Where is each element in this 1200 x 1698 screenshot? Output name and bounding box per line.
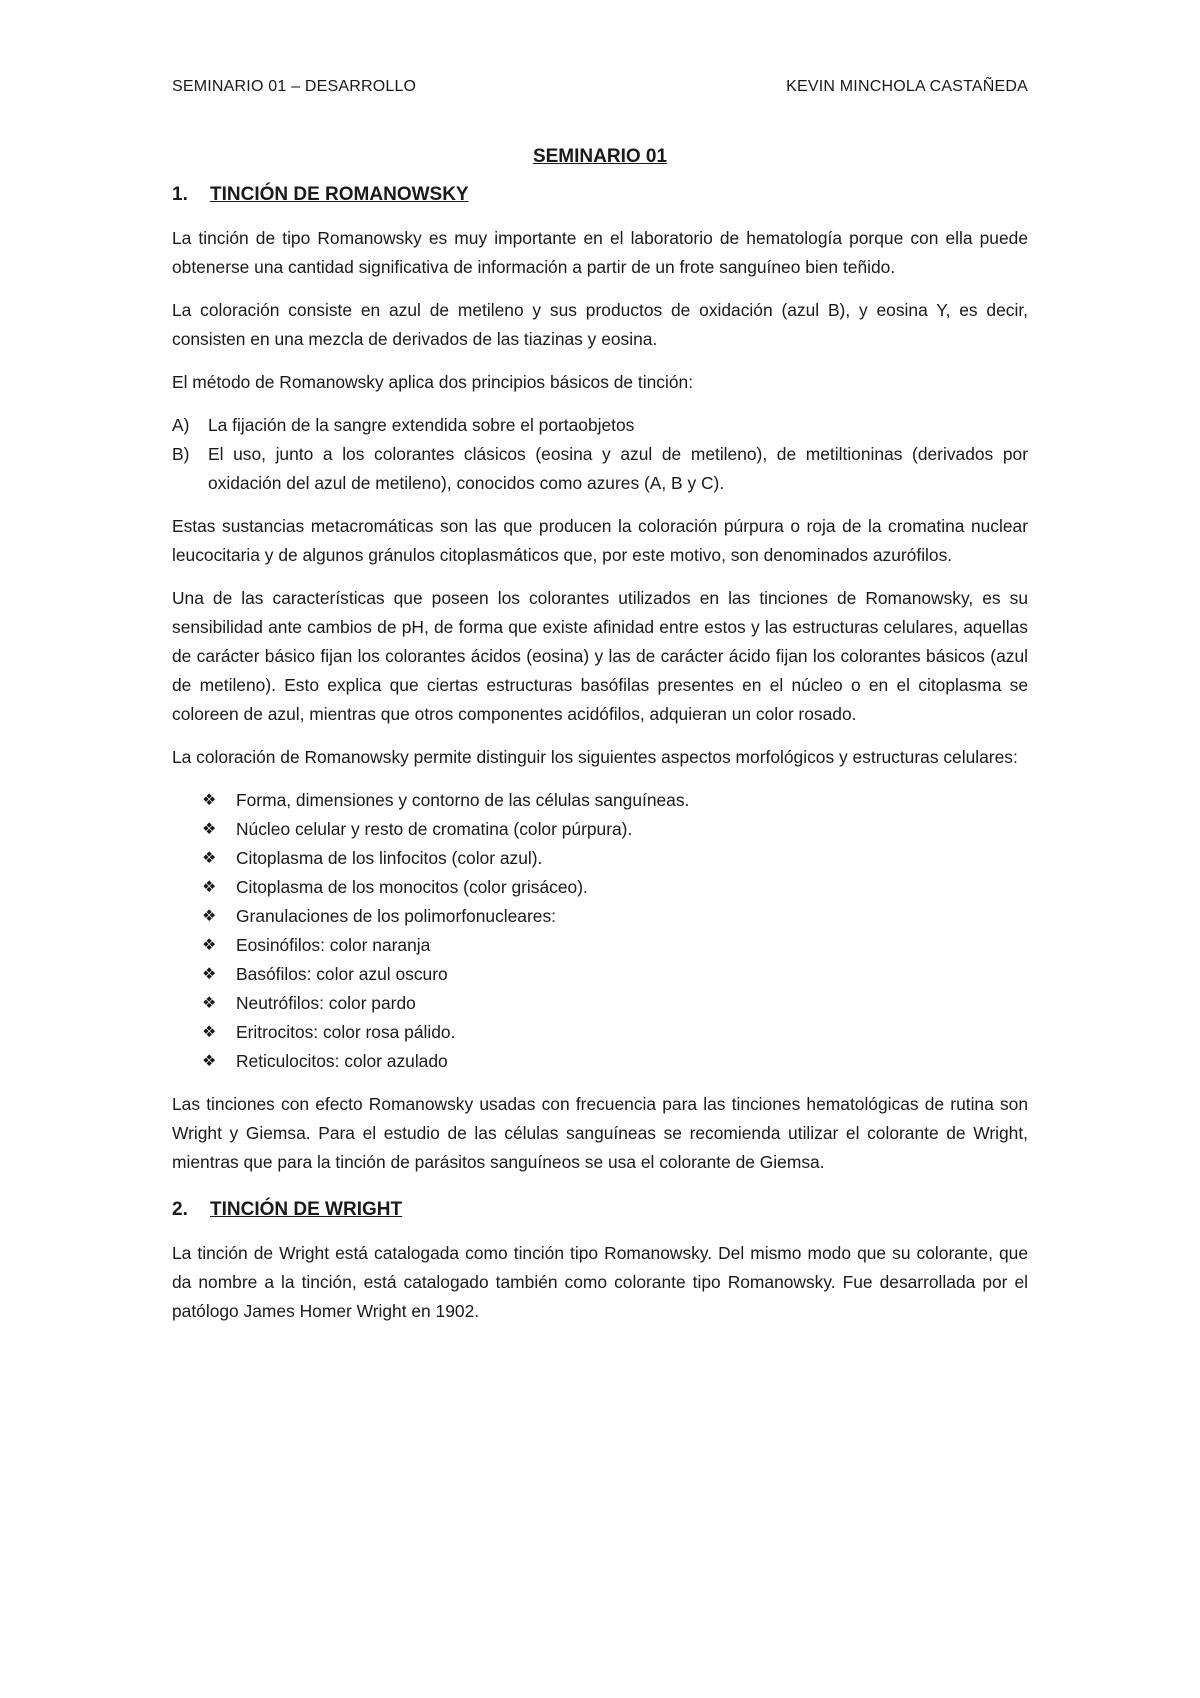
diamond-bullet-icon: ❖ xyxy=(202,1053,217,1070)
document-body xyxy=(172,146,1028,1340)
header-left: SEMINARIO 01 – DESARROLLO xyxy=(172,78,417,95)
diamond-bullet-icon: ❖ xyxy=(202,908,217,925)
diamond-bullet-icon: ❖ xyxy=(202,792,217,809)
list-item xyxy=(202,931,1028,960)
section-2-heading xyxy=(172,1199,1028,1221)
list-item-text: Citoplasma de los monocitos (color grisáceo). xyxy=(236,877,588,897)
list-item-text: Forma, dimensiones y contorno de las células sanguíneas. xyxy=(236,790,690,810)
list-item xyxy=(202,1018,1028,1047)
list-item xyxy=(202,902,1028,931)
paragraph: La tinción de tipo Romanowsky es muy importante en el laboratorio de hematología porque con ella puede obtenerse una cantidad significativa de información a partir de un frote sanguíneo bien teñido. xyxy=(172,228,1028,277)
diamond-bullet-icon: ❖ xyxy=(202,850,217,867)
section-1-title: TINCIÓN DE ROMANOWSKY xyxy=(210,184,469,205)
paragraph: Una de las características que poseen los colorantes utilizados en las tinciones de Romanowsky, es su sensibilidad ante cambios de pH, de forma que existe afinidad entre estos y las estructuras celulares, aquellas de carácter básico fijan los colorantes ácidos (eosina) y las de carácter ácido fijan los colorantes básicos (azul de metileno). Esto explica que ciertas estructuras basófilas presentes en el núcleo o en el citoplasma se coloreen de azul, mientras que otros componentes acidófilos, adquieran un color rosado. xyxy=(172,588,1028,724)
list-item xyxy=(202,873,1028,902)
aspects-list xyxy=(202,786,1028,1076)
document-title: SEMINARIO 01 xyxy=(532,146,668,167)
list-item-text: La fijación de la sangre extendida sobre el portaobjetos xyxy=(208,415,635,435)
list-item xyxy=(202,960,1028,989)
paragraph: La tinción de Wright está catalogada como tinción tipo Romanowsky. Del mismo modo que su colorante, que da nombre a la tinción, está catalogado también como colorante tipo Romanowsky. Fue desarrollada por el patólogo James Homer Wright en 1902. xyxy=(172,1243,1028,1321)
list-item-text: Eritrocitos: color rosa pálido. xyxy=(236,1022,456,1042)
diamond-bullet-icon: ❖ xyxy=(202,937,217,954)
diamond-bullet-icon: ❖ xyxy=(202,821,217,838)
list-item xyxy=(172,411,1028,440)
paragraph: La coloración de Romanowsky permite distinguir los siguientes aspectos morfológicos y estructuras celulares: xyxy=(172,747,1018,767)
list-item xyxy=(202,844,1028,873)
section-1-number: 1. xyxy=(172,184,188,205)
list-item-text: Núcleo celular y resto de cromatina (color púrpura). xyxy=(236,819,633,839)
list-item xyxy=(202,1047,1028,1076)
diamond-bullet-icon: ❖ xyxy=(202,966,217,983)
header-right: KEVIN MINCHOLA CASTAÑEDA xyxy=(786,78,1028,95)
list-item-text: Neutrófilos: color pardo xyxy=(236,993,416,1013)
list-item-text: Citoplasma de los linfocitos (color azul). xyxy=(236,848,543,868)
list-item-text: Basófilos: color azul oscuro xyxy=(236,964,448,984)
list-item xyxy=(202,786,1028,815)
list-item-text: El uso, junto a los colorantes clásicos (eosina y azul de metileno), de metiltioninas (derivados por oxidación del azul de metileno), conocidos como azures (A, B y C). xyxy=(208,444,1028,493)
list-item-text: Reticulocitos: color azulado xyxy=(236,1051,448,1071)
list-item xyxy=(202,989,1028,1018)
list-item-text: Granulaciones de los polimorfonucleares: xyxy=(236,906,556,926)
diamond-bullet-icon: ❖ xyxy=(202,879,217,896)
principles-list xyxy=(172,411,1028,498)
paragraph: El método de Romanowsky aplica dos principios básicos de tinción: xyxy=(172,372,694,392)
running-header xyxy=(172,78,1028,96)
paragraph: La coloración consiste en azul de metileno y sus productos de oxidación (azul B), y eosina Y, es decir, consisten en una mezcla de derivados de las tiazinas y eosina. xyxy=(172,300,1028,349)
list-marker: A) xyxy=(172,415,190,435)
paragraph: Estas sustancias metacromáticas son las que producen la coloración púrpura o roja de la cromatina nuclear leucocitaria y de algunos gránulos citoplasmáticos que, por este motivo, son denominados azurófilos. xyxy=(172,516,1028,565)
list-marker: B) xyxy=(172,444,190,464)
list-item-text: Eosinófilos: color naranja xyxy=(236,935,431,955)
paragraph: Las tinciones con efecto Romanowsky usadas con frecuencia para las tinciones hematológicas de rutina son Wright y Giemsa. Para el estudio de las células sanguíneas se recomienda utilizar el colorante de Wright, mientras que para la tinción de parásitos sanguíneos se usa el colorante de Giemsa. xyxy=(172,1094,1028,1172)
section-2-number: 2. xyxy=(172,1199,188,1220)
section-2-title: TINCIÓN DE WRIGHT xyxy=(210,1199,403,1220)
section-1-heading xyxy=(172,184,1028,206)
diamond-bullet-icon: ❖ xyxy=(202,1024,217,1041)
list-item xyxy=(202,815,1028,844)
diamond-bullet-icon: ❖ xyxy=(202,995,217,1012)
list-item xyxy=(172,440,1028,498)
